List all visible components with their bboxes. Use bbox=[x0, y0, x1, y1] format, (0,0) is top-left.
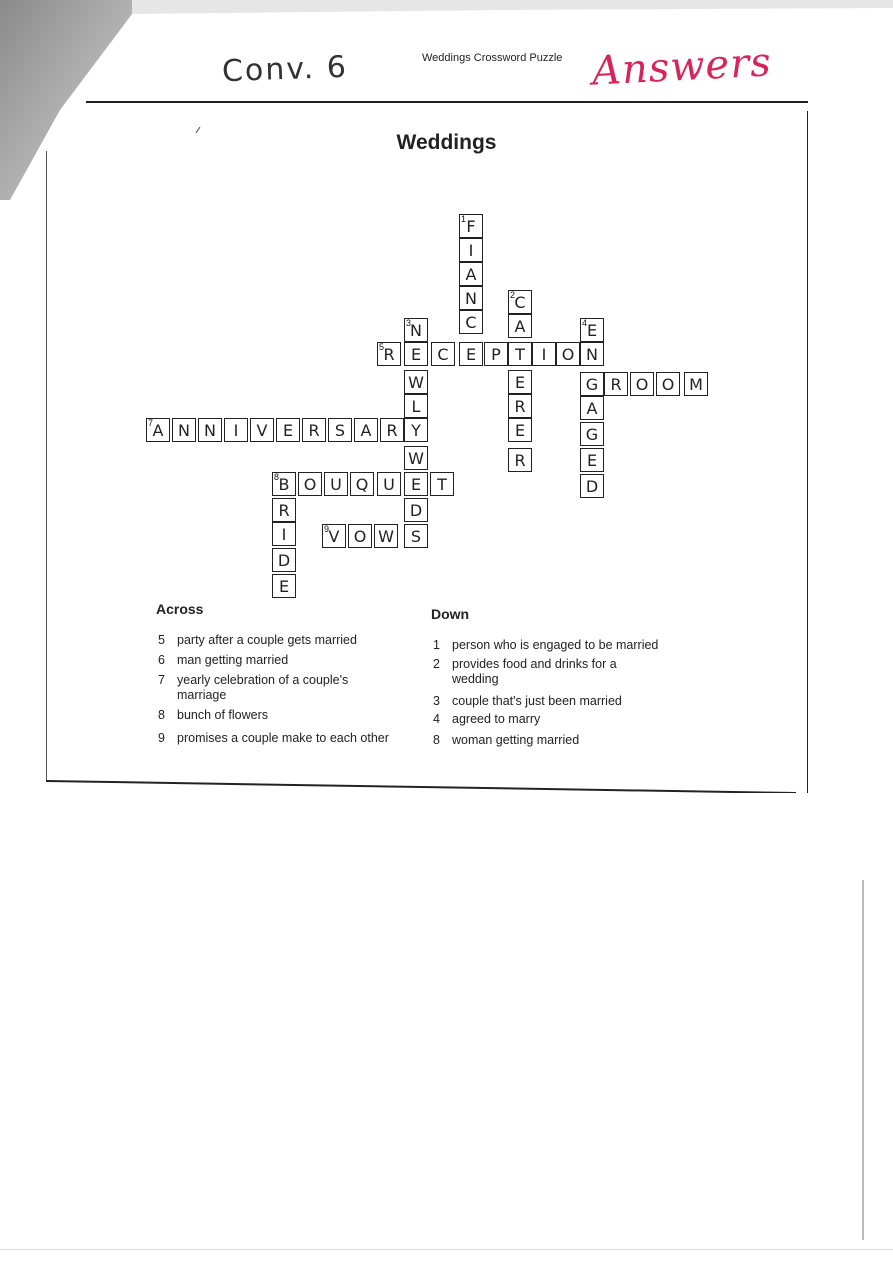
cell-letter: E bbox=[586, 321, 598, 340]
cell-letter: N bbox=[178, 421, 190, 440]
crossword-cell bbox=[374, 524, 398, 548]
cell-letter: N bbox=[204, 421, 216, 440]
crossword-cell bbox=[272, 574, 296, 598]
crossword-cell bbox=[430, 472, 454, 496]
across-clue-8: 8 bunch of flowers bbox=[158, 708, 269, 722]
crossword-cell bbox=[508, 342, 532, 366]
clue-number: 4 bbox=[582, 318, 588, 328]
cell-letter: F bbox=[466, 217, 476, 236]
crossword-cell bbox=[508, 448, 532, 472]
crossword-cell bbox=[556, 342, 580, 366]
cell-letter: N bbox=[586, 345, 598, 364]
cell-letter: G bbox=[585, 425, 599, 444]
crossword-cell bbox=[508, 418, 532, 442]
cell-letter: C bbox=[465, 313, 477, 332]
cell-letter: E bbox=[465, 345, 477, 364]
crossword-cell bbox=[272, 472, 296, 496]
cell-letter: O bbox=[635, 375, 649, 394]
clue-number: 1 bbox=[461, 214, 467, 224]
scan-edge-line bbox=[862, 880, 864, 1240]
crossword-cell bbox=[580, 342, 604, 366]
down-heading: Down bbox=[431, 606, 470, 622]
crossword-cell bbox=[272, 522, 296, 546]
puzzle-title: Weddings bbox=[396, 131, 497, 154]
crossword-cell bbox=[404, 318, 428, 342]
cell-letter: U bbox=[383, 475, 395, 494]
cell-letter: G bbox=[585, 375, 599, 394]
clue-number: 2 bbox=[510, 290, 516, 300]
crossword-cell bbox=[276, 418, 300, 442]
scan-bottom-edge bbox=[0, 1249, 893, 1250]
crossword-cell bbox=[272, 548, 296, 572]
answers-handwritten-label: Answers bbox=[590, 39, 773, 95]
worksheet-header-title: Weddings Crossword Puzzle bbox=[422, 52, 563, 64]
cell-letter: N bbox=[410, 321, 422, 340]
clue-number: 5 bbox=[379, 342, 385, 352]
cell-letter: W bbox=[378, 527, 394, 546]
crossword-cell bbox=[508, 394, 532, 418]
cell-letter: R bbox=[610, 375, 622, 394]
cell-letter: E bbox=[586, 451, 598, 470]
crossword-cell bbox=[146, 418, 170, 442]
cell-letter: R bbox=[514, 397, 526, 416]
cell-letter: E bbox=[410, 475, 422, 494]
crossword-cell bbox=[302, 418, 326, 442]
crossword-cell bbox=[224, 418, 248, 442]
crossword-cell bbox=[404, 418, 428, 442]
cell-letter: A bbox=[465, 265, 477, 284]
crossword-cell bbox=[350, 472, 374, 496]
crossword-cell bbox=[580, 372, 604, 396]
handwritten-class-note: Conv. 6 bbox=[221, 49, 349, 90]
cell-letter: R bbox=[278, 501, 290, 520]
crossword-cell bbox=[324, 472, 348, 496]
cell-letter: E bbox=[282, 421, 294, 440]
cell-letter: T bbox=[437, 475, 447, 494]
cell-letter: E bbox=[514, 421, 526, 440]
cell-letter: C bbox=[437, 345, 449, 364]
crossword-cell bbox=[532, 342, 556, 366]
crossword-cell bbox=[272, 498, 296, 522]
crossword-cell bbox=[404, 342, 428, 366]
cell-letter: I bbox=[541, 345, 547, 364]
down-clue-8: 8 woman getting married bbox=[433, 733, 580, 747]
crossword-cell bbox=[354, 418, 378, 442]
down-clue-1: 1 person who is engaged to be married bbox=[433, 638, 659, 652]
down-clue-4: 4 agreed to marry bbox=[433, 712, 541, 726]
cell-letter: T bbox=[515, 345, 525, 364]
cell-letter: C bbox=[514, 293, 526, 312]
across-clue-5: 5 party after a couple gets married bbox=[158, 633, 357, 647]
crossword-cell bbox=[459, 238, 483, 262]
crossword-cell bbox=[377, 472, 401, 496]
crossword-cell bbox=[484, 342, 508, 366]
cell-letter: E bbox=[278, 577, 290, 596]
cell-letter: W bbox=[408, 449, 424, 468]
crossword-cell bbox=[404, 370, 428, 394]
crossword-cell bbox=[604, 372, 628, 396]
crossword-cell bbox=[404, 524, 428, 548]
clue-number: 8 bbox=[274, 472, 280, 482]
cell-letter: R bbox=[383, 345, 395, 364]
crossword-cell bbox=[380, 418, 404, 442]
crossword-cell bbox=[459, 214, 483, 238]
crossword-cell bbox=[580, 448, 604, 472]
down-clue-3: 3 couple that's just been married bbox=[433, 694, 622, 708]
crossword-cell bbox=[377, 342, 401, 366]
crossword-cell bbox=[348, 524, 372, 548]
crossword-cell bbox=[250, 418, 274, 442]
crossword-cell bbox=[459, 310, 483, 334]
cell-letter: S bbox=[334, 421, 346, 440]
cell-letter: E bbox=[514, 373, 526, 392]
cell-letter: D bbox=[409, 501, 423, 520]
across-clue-6: 6 man getting married bbox=[158, 653, 289, 667]
cell-letter: A bbox=[514, 317, 526, 336]
cell-letter: E bbox=[410, 345, 422, 364]
cell-letter: O bbox=[661, 375, 675, 394]
crossword-cell bbox=[298, 472, 322, 496]
cell-letter: O bbox=[561, 345, 575, 364]
cell-letter: V bbox=[256, 421, 268, 440]
cell-letter: A bbox=[586, 399, 598, 418]
crossword-cell bbox=[404, 498, 428, 522]
across-clue-7: 7 yearly celebration of a couple's marriage bbox=[158, 673, 349, 702]
cell-letter: L bbox=[411, 397, 421, 416]
cell-letter: O bbox=[303, 475, 317, 494]
down-clue-2: 2 provides food and drinks for a wedding bbox=[433, 657, 617, 686]
crossword-cell bbox=[172, 418, 196, 442]
clue-number: 9 bbox=[324, 524, 330, 534]
crossword-cell bbox=[431, 342, 455, 366]
crossword-cell bbox=[580, 396, 604, 420]
crossword-cell bbox=[404, 394, 428, 418]
cell-letter: I bbox=[468, 241, 474, 260]
crossword-cell bbox=[580, 422, 604, 446]
cell-letter: D bbox=[277, 551, 291, 570]
crossword-cell bbox=[580, 474, 604, 498]
cell-letter: I bbox=[281, 525, 287, 544]
crossword-cell bbox=[684, 372, 708, 396]
cell-letter: Q bbox=[355, 475, 369, 494]
crossword-cell bbox=[656, 372, 680, 396]
cell-letter: O bbox=[353, 527, 367, 546]
cell-letter: I bbox=[233, 421, 239, 440]
cell-letter: U bbox=[330, 475, 342, 494]
crossword-cell bbox=[459, 342, 483, 366]
across-clue-9: 9 promises a couple make to each other bbox=[158, 731, 389, 745]
cell-letter: B bbox=[278, 475, 290, 494]
cell-letter: S bbox=[410, 527, 422, 546]
crossword-cell bbox=[198, 418, 222, 442]
clue-number: 3 bbox=[406, 318, 412, 328]
cell-letter: R bbox=[514, 451, 526, 470]
cell-letter: A bbox=[152, 421, 164, 440]
crossword-cell bbox=[580, 318, 604, 342]
cell-letter: R bbox=[308, 421, 320, 440]
cell-letter: V bbox=[328, 527, 340, 546]
cell-letter: Y bbox=[411, 421, 421, 440]
crossword-cell bbox=[508, 370, 532, 394]
crossword-cell bbox=[404, 446, 428, 470]
cell-letter: A bbox=[360, 421, 372, 440]
crossword-cell bbox=[459, 286, 483, 310]
crossword-cell bbox=[508, 290, 532, 314]
crossword-cell bbox=[322, 524, 346, 548]
crossword-cell bbox=[630, 372, 654, 396]
cell-letter: N bbox=[465, 289, 477, 308]
cell-letter: M bbox=[689, 375, 703, 394]
cell-letter: R bbox=[386, 421, 398, 440]
cell-letter: W bbox=[408, 373, 424, 392]
crossword-cell bbox=[404, 472, 428, 496]
crossword-cell bbox=[459, 262, 483, 286]
header-rule bbox=[86, 101, 808, 103]
cell-letter: P bbox=[491, 345, 501, 364]
clue-number: 7 bbox=[148, 418, 154, 428]
cell-letter: D bbox=[585, 477, 599, 496]
across-heading: Across bbox=[156, 601, 204, 617]
crossword-cell bbox=[328, 418, 352, 442]
crossword-cell bbox=[508, 314, 532, 338]
